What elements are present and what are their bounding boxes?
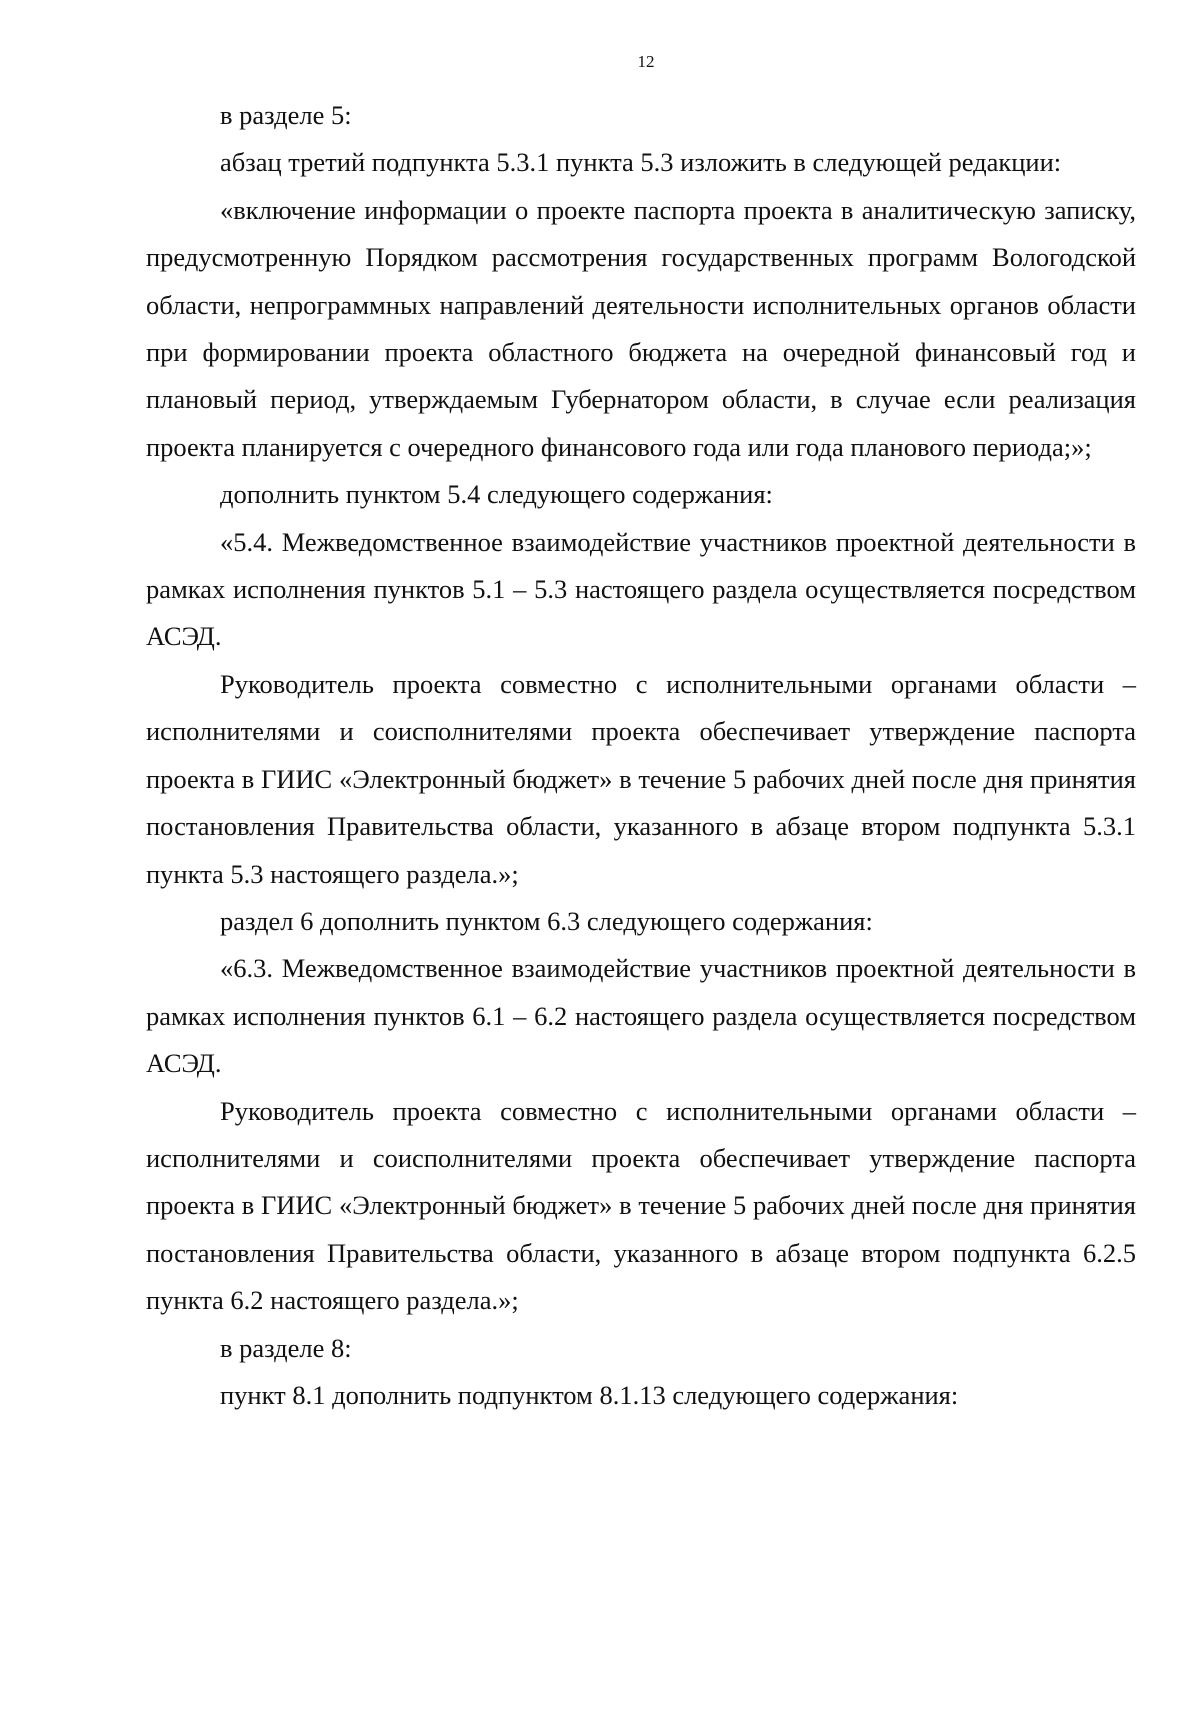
paragraph-6-3-text: «6.3. Межведомственное взаимодействие участников проектной деятельности в рамках исполнения пунктов 6.1 – 6.2 настоящего раздела осуществляется посредством АСЭД.	[146, 953, 1136, 1079]
paragraph-add-6-3: раздел 6 дополнить пунктом 6.3 следующего содержания:	[220, 905, 873, 936]
paragraph-add-8-1-13: пункт 8.1 дополнить подпунктом 8.1.13 следующего содержания:	[220, 1379, 959, 1410]
document-body	[146, 92, 1136, 1419]
paragraph-5-4-manager: Руководитель проекта совместно с исполнительными органами области – исполнителями и соисполнителями проекта обеспечивает утверждение паспорта проекта в ГИИС «Электронный бюджет» в течение 5 рабочих дней после дня принятия постановления Правительства области, указанного в абзаце втором подпункта 5.3.1 пункта 5.3 настоящего раздела.»;	[146, 668, 1136, 889]
paragraph-add-5-4: дополнить пунктом 5.4 следующего содержания:	[220, 479, 773, 510]
paragraph-section-5-intro: в разделе 5:	[220, 100, 352, 130]
paragraph-amend-5-3-1: абзац третий подпункта 5.3.1 пункта 5.3 изложить в следующей редакции:	[220, 147, 1062, 178]
page-number: 12	[637, 52, 655, 71]
paragraph-5-4-text: «5.4. Межведомственное взаимодействие участников проектной деятельности в рамках исполнения пунктов 5.1 – 5.3 настоящего раздела осуществляется посредством АСЭД.	[146, 526, 1136, 652]
paragraph-section-8-intro: в разделе 8:	[220, 1332, 352, 1363]
paragraph-quoted-new-text: «включение информации о проекте паспорта проекта в аналитическую записку, предусмотренную Порядком рассмотрения государственных программ Вологодской области, непрограммных направлений деятельности исполнительных органов области при формировании проекта областного бюджета на очередной финансовый год и плановый период, утверждаемым Губернатором области, в случае если реализация проекта планируется с очередного финансового года или года планового периода;»;	[146, 194, 1136, 462]
paragraph-6-3-manager: Руководитель проекта совместно с исполнительными органами области – исполнителями и соисполнителями проекта обеспечивает утверждение паспорта проекта в ГИИС «Электронный бюджет» в течение 5 рабочих дней после дня принятия постановления Правительства области, указанного в абзаце втором подпункта 6.2.5 пункта 6.2 настоящего раздела.»;	[146, 1095, 1136, 1316]
